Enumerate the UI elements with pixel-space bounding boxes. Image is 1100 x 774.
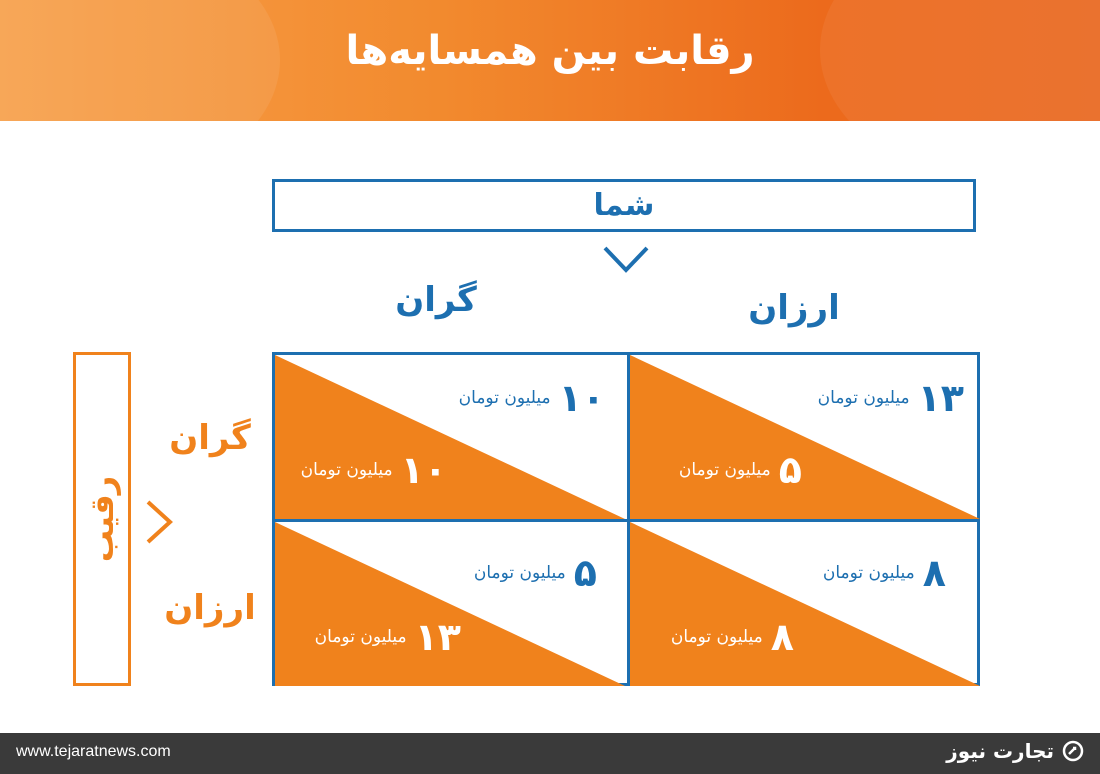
payoff-unit: میلیون تومان — [458, 388, 551, 408]
payoff-value: ۵ — [573, 551, 597, 595]
column-label-expensive: گران — [395, 280, 477, 320]
you-player-label: شما — [593, 188, 655, 223]
brand-logo-icon — [1062, 740, 1084, 762]
payoff-unit: میلیون تومان — [678, 460, 771, 480]
row-label-cheap: ارزان — [164, 588, 256, 628]
header-decoration — [820, 0, 1100, 180]
chevron-right-icon — [146, 500, 174, 544]
payoff-unit: میلیون تومان — [822, 563, 915, 583]
rival-player-label: رقیب — [83, 475, 121, 563]
payoff-value: ۸ — [922, 551, 946, 595]
brand-logo-text: تجارت نیوز — [946, 739, 1054, 763]
rival-payoff — [314, 615, 461, 659]
footer-bar — [0, 733, 1100, 774]
payoff-unit: میلیون تومان — [473, 563, 566, 583]
brand-logo — [946, 739, 1084, 763]
cell-top-right — [630, 355, 980, 519]
header-banner — [0, 0, 1100, 121]
cell-triangle — [275, 522, 625, 686]
row-label-expensive: گران — [169, 418, 251, 458]
payoff-unit: میلیون تومان — [300, 460, 393, 480]
footer-website-link[interactable]: www.tejaratnews.com — [16, 743, 171, 760]
cell-bottom-left — [275, 522, 625, 686]
you-payoff — [817, 376, 964, 420]
payoff-matrix — [272, 352, 980, 686]
payoff-unit: میلیون تومان — [670, 627, 763, 647]
you-player-box — [272, 179, 976, 232]
cell-triangle — [630, 522, 980, 686]
grid-divider-horizontal — [275, 519, 977, 522]
rival-payoff — [670, 615, 794, 659]
you-payoff — [458, 376, 605, 420]
payoff-unit: میلیون تومان — [817, 388, 910, 408]
payoff-value: ۵ — [778, 448, 802, 492]
cell-bottom-right — [630, 522, 980, 686]
chevron-down-icon — [603, 246, 649, 274]
rival-payoff — [678, 448, 802, 492]
you-payoff — [822, 551, 946, 595]
cell-top-left — [275, 355, 625, 519]
payoff-value: ۱۳ — [414, 615, 461, 659]
payoff-value: ۸ — [770, 615, 794, 659]
column-label-cheap: ارزان — [748, 288, 840, 328]
payoff-value: ۱۳ — [917, 376, 964, 420]
you-payoff — [473, 551, 597, 595]
header-decoration — [0, 0, 280, 180]
payoff-value: ۱۰ — [558, 376, 605, 420]
payoff-unit: میلیون تومان — [314, 627, 407, 647]
payoff-value: ۱۰ — [400, 448, 447, 492]
rival-payoff — [300, 448, 447, 492]
page-title: رقابت بین همسایه‌ها — [345, 28, 755, 74]
